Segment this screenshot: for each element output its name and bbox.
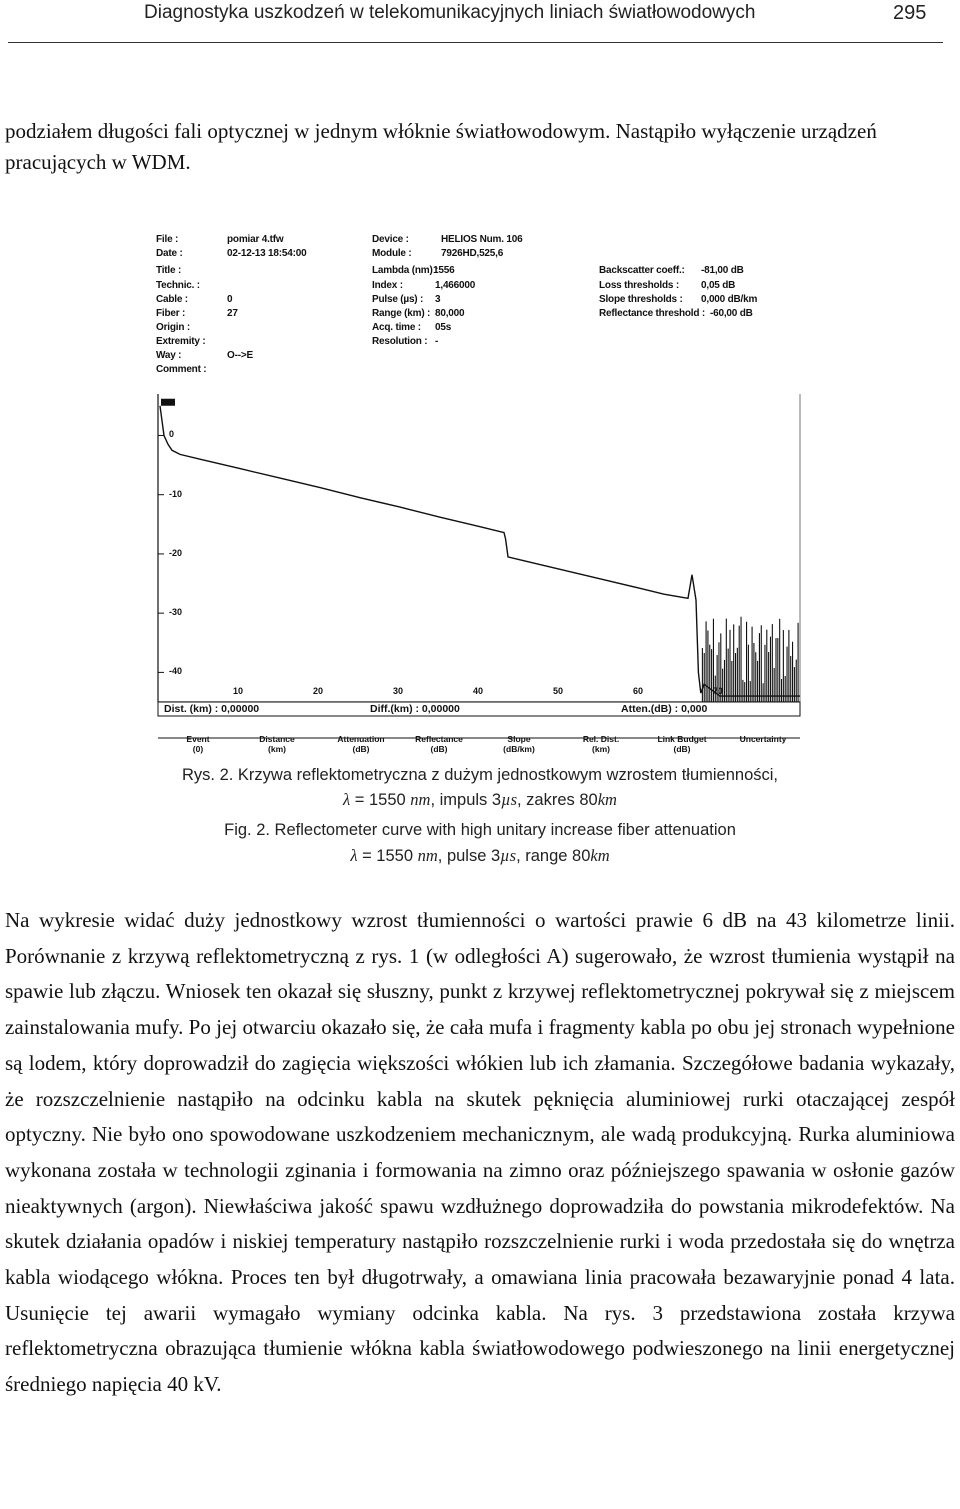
module-label: Module :: [372, 248, 412, 259]
otdr-figure: [148, 218, 803, 758]
launch-marker: [161, 399, 175, 406]
fiber-label: Fiber :: [156, 308, 186, 319]
caption-en-line2: λ = 1550 nm, pulse 3µs, range 80km: [350, 846, 610, 865]
caption-en-line1: Fig. 2. Reflectometer curve with high unitary increase fiber attenuation: [224, 821, 736, 839]
diff-readout: Diff.(km) : 0,00000: [370, 703, 460, 715]
backscatter-label: Backscatter coeff.:: [599, 265, 685, 276]
lambda-label: Lambda (nm) :: [372, 265, 439, 276]
index-value: 1,466000: [435, 280, 476, 291]
device-label: Device :: [372, 234, 409, 245]
index-label: Index :: [372, 280, 403, 291]
loss-threshold-label: Loss thresholds :: [599, 280, 679, 291]
file-label: File :: [156, 234, 179, 245]
rel-dist-col-header: Rel. Dist. (km): [582, 734, 620, 754]
reflectance-col-header: Reflectance (dB): [415, 734, 463, 754]
y-tick-label: -40: [169, 666, 183, 677]
y-tick-label: -10: [169, 488, 183, 499]
slope-threshold-label: Slope thresholds :: [599, 294, 683, 305]
date-value: 02-12-13 18:54:00: [227, 248, 307, 259]
cable-label: Cable :: [156, 294, 188, 305]
way-value: O-->E: [227, 350, 253, 361]
loss-threshold-value: 0,05 dB: [701, 280, 736, 291]
y-tick-label: 0: [169, 429, 175, 440]
pulse-value: 3: [435, 294, 441, 305]
slope-col-header: Slope (dB/km): [503, 734, 535, 754]
range-value: 80,000: [435, 308, 465, 319]
backscatter-value: -81,00 dB: [701, 265, 744, 276]
date-label: Date :: [156, 248, 183, 259]
technic-label: Technic. :: [156, 280, 200, 291]
acq-value: 05s: [435, 322, 452, 333]
y-tick-label: -30: [169, 607, 183, 618]
intro-paragraph: podziałem długości fali optycznej w jednym włóknie światłowodowym. Nastąpiło wyłączenie urządzeń pracujących w WDM.: [5, 119, 877, 174]
event-col-header: Event (0): [186, 734, 210, 754]
fiber-value: 27: [227, 308, 238, 319]
comment-label: Comment :: [156, 364, 207, 375]
lambda-value: 1556: [433, 265, 455, 276]
running-title: Diagnostyka uszkodzeń w telekomunikacyjnych liniach światłowodowych: [144, 2, 756, 23]
x-tick-label: 40: [473, 686, 484, 696]
pulse-label: Pulse (µs) :: [372, 294, 424, 305]
cable-value: 0: [227, 294, 233, 305]
body-paragraph: Na wykresie widać duży jednostkowy wzrost tłumienności o wartości prawie 6 dB na 43 kilometrze linii. Porównanie z krzywą reflektometryczną z rys. 1 (w odległości A) sugerowało, że wzrost tłumienia wystąpił na spawie lub złączu. Wniosek ten okazał się słuszny, punkt z krzywej reflektometrycznej pokrywał się z miejscem zainstalowania mufy. Po jej otwarciu okazało się, że cała mufa i fragmenty kabla po obu jej stronach wypełnione są lodem, który doprowadził do zagięcia większości włókien lub ich złamania. Szczegółowe badania wykazały, że rozszczelnienie nastąpiło na odcinku kabla na skutek pęknięcia aluminiowej rurki otaczającej zespół optyczny. Nie było ono spowodowane uszkodzeniem mechanicznym, ale wadą produkcyjną. Rurka aluminiowa wykonana została w technologii zginania i formowania na zimno oraz późniejszego spawania w osłonie gazów nieaktywnych (argon). Niewłaściwa jakość spawu wzdłużnego doprowadziła do powstania mikrodefektów. Na skutek działania opadów i niskiej temperatury nastąpiło rozszczelnienie rurki i woda przedostała się do wnętrza kabla wiodącego włókna. Proces ten był długotrwały, a omawiana linia pracowała bezawaryjnie ponad 4 lata. Usunięcie tej awarii wymagało wymiany odcinka kabla. Na rys. 3 przedstawiona została krzywa reflektometryczna obrazująca tłumienie włókna kabla światłowodowego podwieszonego na linii energetycznej średniego napięcia 40 kV.: [5, 908, 955, 1397]
x-tick-label: 70: [713, 686, 724, 696]
range-label: Range (km) :: [372, 308, 431, 319]
atten-readout: Atten.(dB) : 0,000: [621, 703, 708, 715]
uncertainty-col-header: Uncertainty: [739, 734, 787, 744]
module-value: 7926HD,525,6: [441, 248, 504, 259]
distance-col-header: Distance (km): [259, 734, 295, 754]
extremity-label: Extremity :: [156, 336, 206, 347]
link-budget-col-header: Link Budget (dB): [657, 734, 707, 754]
acq-label: Acq. time :: [372, 322, 421, 333]
reflectance-threshold-label: Reflectance threshold :: [599, 308, 705, 319]
dist-readout: Dist. (km) : 0,00000: [164, 703, 260, 715]
resolution-label: Resolution :: [372, 336, 428, 347]
device-value: HELIOS Num. 106: [441, 234, 523, 245]
otdr-trace-chart: [158, 399, 800, 702]
x-tick-label: 50: [553, 686, 564, 696]
title-label: Title :: [156, 265, 182, 276]
x-tick-label: 20: [313, 686, 324, 696]
caption-pl-line1: Rys. 2. Krzywa reflektometryczna z dużym jednostkowym wzrostem tłumienności,: [181, 766, 778, 784]
x-tick-label: 10: [233, 686, 244, 696]
origin-label: Origin :: [156, 322, 190, 333]
header-rule: [8, 42, 943, 43]
y-tick-label: -20: [169, 547, 183, 558]
page-number: 295: [893, 2, 927, 24]
x-tick-label: 30: [393, 686, 404, 696]
way-label: Way :: [156, 350, 182, 361]
file-value: pomiar 4.tfw: [227, 234, 284, 245]
page-header: [0, 0, 960, 48]
x-tick-label: 60: [633, 686, 644, 696]
resolution-value: -: [435, 336, 439, 347]
trace-line: [160, 406, 800, 696]
slope-threshold-value: 0,000 dB/km: [701, 294, 758, 305]
caption-pl-line2: λ = 1550 nm, impuls 3µs, zakres 80km: [343, 790, 617, 809]
reflectance-threshold-value: -60,00 dB: [710, 308, 753, 319]
attenuation-col-header: Attenuation (dB): [337, 734, 385, 754]
